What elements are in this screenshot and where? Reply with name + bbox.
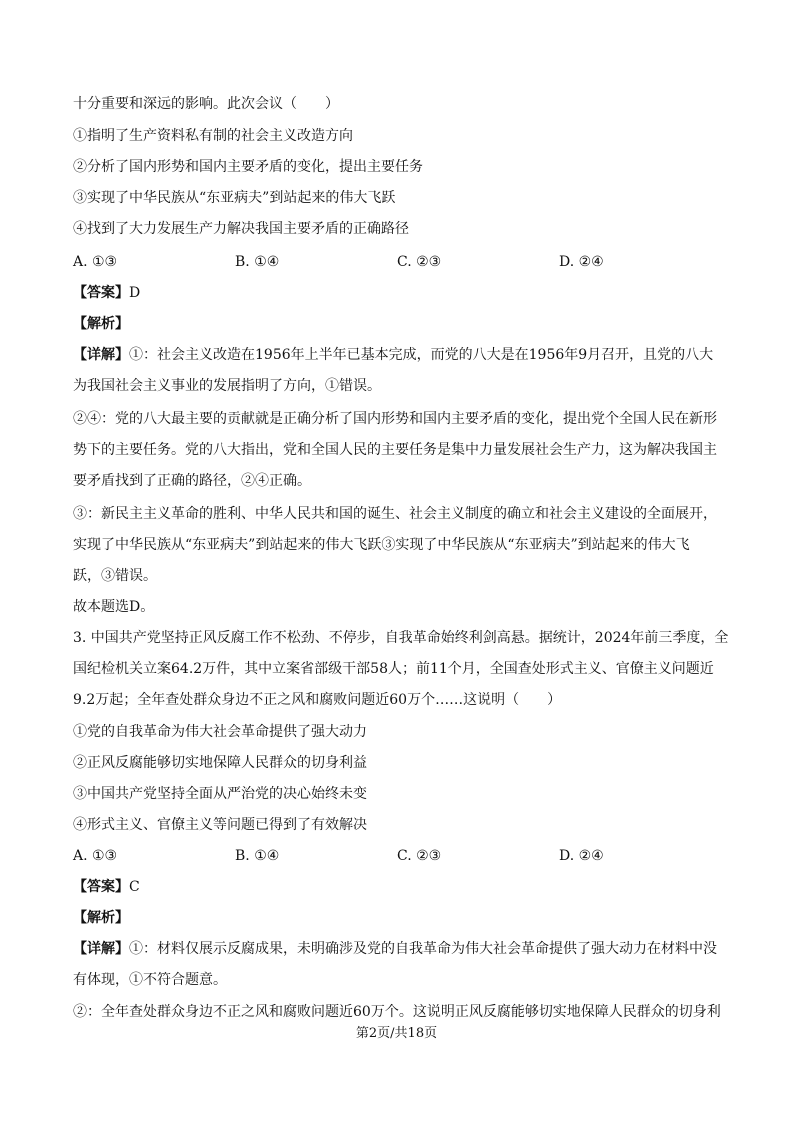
detail-text: ①：材料仅展示反腐成果，未明确涉及党的自我革命为伟大社会革命提供了强大动力在材料中没 <box>129 941 717 957</box>
choice-item: ③实现了中华民族从“东亚病夫”到站起来的伟大飞跃 <box>73 190 396 206</box>
answer-label: 【答案】 <box>73 285 129 301</box>
option-a: A. ①③ <box>73 848 118 864</box>
detail-line <box>73 345 713 365</box>
detail-line: 实现了中华民族从“东亚病夫”到站起来的伟大飞跃③实现了中华民族从“东亚病夫”到站起来的伟大飞 <box>73 537 690 553</box>
detail-line: 为我国社会主义事业的发展指明了方向，①错误。 <box>73 378 381 394</box>
detail-label: 【详解】 <box>73 347 129 363</box>
page-number-footer: 第2页/共18页 <box>355 1026 438 1041</box>
choice-item: ①指明了生产资料私有制的社会主义改造方向 <box>73 128 353 144</box>
choice-item: ④找到了大力发展生产力解决我国主要矛盾的正确路径 <box>73 221 409 237</box>
option-b: B. ①④ <box>235 254 280 270</box>
question-stem-line: 十分重要和深远的影响。此次会议（ ） <box>73 96 339 112</box>
answer-options <box>73 846 733 866</box>
detail-line: 有体现，①不符合题意。 <box>73 972 227 988</box>
choice-item: ③中国共产党坚持全面从严治党的决心始终未变 <box>73 786 367 802</box>
option-d: D. ②④ <box>559 254 604 270</box>
option-c: C. ②③ <box>397 254 442 270</box>
question-stem-line: 3. 中国共产党坚持正风反腐工作不松劲、不停步，自我革命始终利剑高悬。据统计，2024年前三季度，全 <box>73 630 729 646</box>
answer-value: D <box>129 285 141 301</box>
detail-text: ①：社会主义改造在1956年上半年已基本完成，而党的八大是在1956年9月召开，且党的八大 <box>129 347 714 363</box>
answer-line <box>73 283 140 303</box>
answer-line <box>73 877 140 897</box>
option-a: A. ①③ <box>73 254 118 270</box>
answer-options <box>73 252 733 272</box>
detail-line: 跃，③错误。 <box>73 568 157 584</box>
detail-line <box>73 939 717 959</box>
detail-label: 【详解】 <box>73 941 129 957</box>
detail-line: 势下的主要任务。党的八大指出，党和全国人民的主要任务是集中力量发展社会生产力，这为解决我国主 <box>73 442 717 458</box>
analysis-label: 【解析】 <box>73 910 129 926</box>
analysis-heading <box>73 314 129 334</box>
detail-line: ③：新民主主义革命的胜利、中华人民共和国的诞生、社会主义制度的确立和社会主义建设的全面展开， <box>73 506 717 522</box>
choice-item: ②分析了国内形势和国内主要矛盾的变化，提出主要任务 <box>73 159 423 175</box>
detail-line: ②：全年查处群众身边不正之风和腐败问题近60万个。这说明正风反腐能够切实地保障人民群众的切身利 <box>73 1004 721 1020</box>
detail-line: 要矛盾找到了正确的路径，②④正确。 <box>73 473 311 489</box>
question-stem-line: 9.2万起；全年查处群众身边不正之风和腐败问题近60万个……这说明（ ） <box>73 692 562 708</box>
answer-label: 【答案】 <box>73 879 129 895</box>
answer-value: C <box>129 879 140 895</box>
choice-item: ②正风反腐能够切实地保障人民群众的切身利益 <box>73 755 367 771</box>
conclusion-line: 故本题选D。 <box>73 599 155 615</box>
question-stem-line: 国纪检机关立案64.2万件，其中立案省部级干部58人；前11个月，全国查处形式主义、官僚主义问题近 <box>73 661 714 677</box>
detail-line: ②④：党的八大最主要的贡献就是正确分析了国内形势和国内主要矛盾的变化，提出党个全国人民在新形 <box>73 411 717 427</box>
option-d: D. ②④ <box>559 848 604 864</box>
analysis-label: 【解析】 <box>73 316 129 332</box>
choice-item: ①党的自我革命为伟大社会革命提供了强大动力 <box>73 724 367 740</box>
choice-item: ④形式主义、官僚主义等问题已得到了有效解决 <box>73 817 367 833</box>
option-c: C. ②③ <box>397 848 442 864</box>
analysis-heading <box>73 908 129 928</box>
option-b: B. ①④ <box>235 848 280 864</box>
